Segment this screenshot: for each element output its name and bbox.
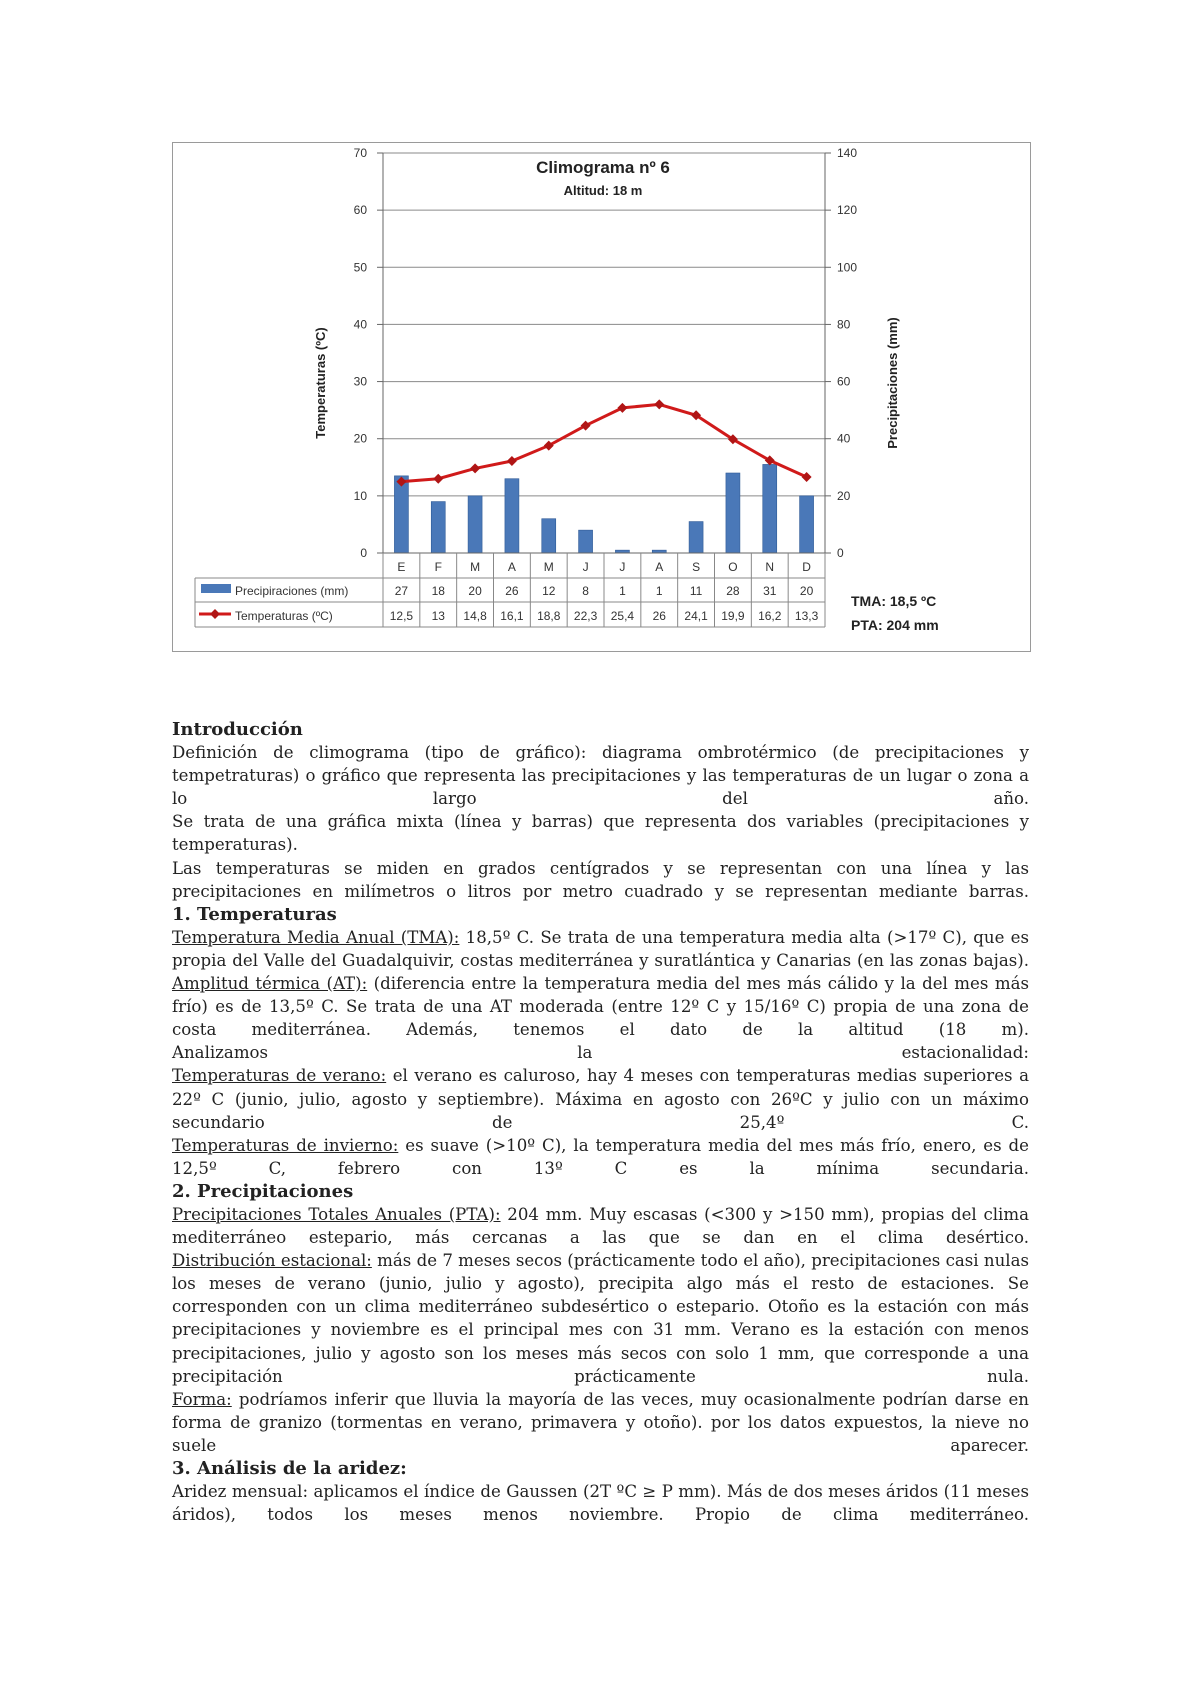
at-paragraph [172,972,1029,1041]
chart-title: Climograma nº 6 [536,158,670,177]
precip-table-cell: 18 [431,584,445,598]
legend-temp-marker [210,609,220,619]
precip-table-cell: 27 [394,584,409,598]
y-tick-right-label: 20 [837,488,851,503]
x-tick-label: E [397,560,406,574]
y-tick-right-label: 40 [837,431,851,446]
precipitation-bar [505,479,519,553]
form-label: Forma: [172,1389,232,1409]
precip-table-cell: 1 [655,584,663,598]
aridity-paragraph: Aridez mensual: aplicamos el índice de Gaussen (2T ºC ≥ P mm). Más de dos meses áridos (11 meses áridos), todos los meses menos noviembre. Propio de clima mediterráneo. [172,1482,1029,1525]
tma-annotation: TMA: 18,5 ºC [851,593,937,609]
intro-heading: Introducción [172,719,303,740]
distribution-paragraph [172,1249,1029,1388]
precipitation-bar [689,522,703,553]
temp-table-cell: 14,8 [463,609,487,623]
x-tick-label: M [470,560,481,574]
summer-paragraph [172,1064,1029,1133]
temp-table-cell: 19,9 [721,609,745,623]
y-tick-right-label: 100 [837,260,858,275]
x-tick-label: S [692,560,701,574]
distribution-text: más de 7 meses secos (prácticamente todo el año), precipitaciones casi nulas los meses de verano (junio, julio y agosto), precipita algo más el resto de estaciones. Se corresponden con un clima mediterráneo subdesértico o estepario. Otoño es la estación con más precipitaciones y noviembre es el principal mes con 31 mm. Verano es la estación con menos precipitaciones, julio y agosto son los meses más secos con solo 1 mm, que corresponde a una precipitación prácticamente nula. [172,1251,1029,1386]
intro-paragraph-3: Las temperaturas se miden en grados centígrados y se representan con una línea y las precipitaciones en milímetros o litros por metro cuadrado y se representan mediante barras. [172,858,1029,901]
seasonality-line: Analizamos la estacionalidad: [172,1043,1029,1063]
form-text: podríamos inferir que lluvia la mayoría de las veces, muy ocasionalmente podrían darse en forma de granizo (tormentas en verano, primavera y otoño). por los datos expuestos, la nieve no suele aparecer. [172,1389,1029,1455]
precipitation-bar [800,496,814,553]
precip-table-cell: 1 [619,584,626,598]
y-tick-left-label: 30 [353,374,367,389]
y-tick-left-label: 50 [353,260,367,275]
chart-subtitle: Altitud: 18 m [563,183,643,198]
pta-paragraph [172,1203,1029,1249]
tma-label: Temperatura Media Anual (TMA): [172,927,460,947]
intro-paragraph-1: Definición de climograma (tipo de gráfico): diagrama ombrotérmico (de precipitaciones y tempetraturas) o gráfico que representa las precipitaciones y las temperaturas de un lugar o zona a lo largo del año. [172,743,1029,809]
precipitation-bar [394,476,408,553]
winter-paragraph [172,1134,1029,1180]
legend-temp-label: Temperaturas (ºC) [235,609,333,623]
temperature-marker [654,399,664,409]
precipitation-bar [542,519,556,553]
precipitation-heading: 2. Precipitaciones [172,1180,354,1202]
document-body [172,718,1029,1526]
precipitation-bar [468,496,482,553]
y-tick-left-label: 60 [353,203,367,218]
aridity-heading: 3. Análisis de la aridez: [172,1458,407,1479]
winter-text: es suave (>10º C), la temperatura media del mes más frío, enero, es de 12,5º C, febrero con 13º C es la mínima secundaria. [172,1135,1029,1178]
x-tick-label: M [543,560,554,574]
precip-table-cell: 20 [468,584,482,598]
pta-label: Precipitaciones Totales Anuales (PTA): [172,1204,501,1224]
y-tick-right-label: 60 [837,374,851,389]
at-label: Amplitud térmica (AT): [172,974,368,994]
climograph-chart [173,143,1030,651]
precip-table-cell: 26 [505,584,519,598]
y-tick-right-label: 120 [837,203,858,218]
y-tick-left-label: 20 [353,431,367,446]
at-text: (diferencia entre la temperatura media del mes más cálido y la del mes más frío) es de 13,5º C. Se trata de una AT moderada (entre 12º C y 15/16º C) propia de una zona de costa mediterránea. Además, tenemos el dato de la altitud (18 m). [172,974,1029,1040]
winter-label: Temperaturas de invierno: [172,1135,399,1155]
precip-table-cell: 20 [799,584,814,598]
precipitation-bar [579,530,593,553]
temp-table-cell: 25,4 [610,609,635,623]
y-axis-left-label: Temperaturas (ºC) [313,327,328,439]
temp-table-cell: 16,2 [758,609,782,623]
y-tick-right-label: 0 [837,546,844,560]
tma-text: 18,5º C. Se trata de una temperatura media alta (>17º C), que es propia del Valle del Guadalquivir, costas mediterránea y suratlántica y Canarias (en las zonas bajas). [172,927,1029,970]
precip-table-cell: 11 [689,584,703,598]
summer-label: Temperaturas de verano: [172,1066,387,1086]
pta-annotation: PTA: 204 mm [851,617,939,633]
temperature-marker [470,463,480,473]
y-tick-right-label: 140 [837,146,858,160]
temp-table-cell: 18,8 [537,609,561,623]
x-tick-label: J [619,560,626,574]
temperature-marker [617,403,627,413]
precip-table-cell: 31 [763,584,777,598]
temp-table-cell: 22,3 [573,609,598,623]
y-tick-left-label: 0 [360,546,367,560]
form-paragraph [172,1388,1029,1457]
temp-table-cell: 16,1 [500,609,524,623]
temp-table-cell: 13 [431,609,445,623]
temperature-marker [433,474,443,484]
x-tick-label: N [765,560,775,574]
temp-table-cell: 12,5 [389,609,414,623]
temperature-line [401,404,806,481]
precip-table-cell: 28 [726,584,740,598]
precip-table-cell: 12 [542,584,556,598]
x-tick-label: O [728,560,738,574]
y-tick-left-label: 70 [353,146,367,160]
climograph-figure [172,142,1031,652]
x-tick-label: D [802,560,811,574]
distribution-label: Distribución estacional: [172,1251,372,1271]
y-tick-right-label: 80 [837,317,851,332]
legend-precip-key [201,584,231,593]
temperature-marker [802,472,812,482]
precip-table-cell: 8 [582,584,589,598]
legend-precip-label: Precipiraciones (mm) [235,584,349,598]
precipitation-bar [431,502,445,553]
y-axis-right-label: Precipitaciones (mm) [885,317,900,449]
intro-paragraph-2: Se trata de una gráfica mixta (línea y barras) que representa dos variables (precipitaciones y temperaturas). [172,812,1029,855]
temp-table-cell: 24,1 [684,609,708,623]
x-tick-label: A [507,560,516,574]
x-tick-label: A [655,560,664,574]
y-tick-left-label: 10 [353,488,367,503]
summer-text: el verano es caluroso, hay 4 meses con temperaturas medias superiores a 22º C (junio, julio, agosto y septiembre). Máxima en agosto con 26ºC y julio con un máximo secundario de 25,4º C. [172,1066,1029,1132]
temperature-marker [507,456,517,466]
precipitation-bar [726,473,740,553]
precipitation-bar [763,464,777,553]
x-tick-label: F [434,560,442,574]
tma-paragraph [172,926,1029,972]
pta-text: 204 mm. Muy escasas (<300 y >150 mm), propias del clima mediterráneo estepario, más cercanas a las que se dan en el clima desértico. [172,1204,1029,1248]
y-tick-left-label: 40 [353,317,367,332]
x-tick-label: J [582,560,589,574]
temp-table-cell: 26 [652,609,666,623]
temperatures-heading: 1. Temperaturas [172,903,337,925]
temp-table-cell: 13,3 [794,609,819,623]
